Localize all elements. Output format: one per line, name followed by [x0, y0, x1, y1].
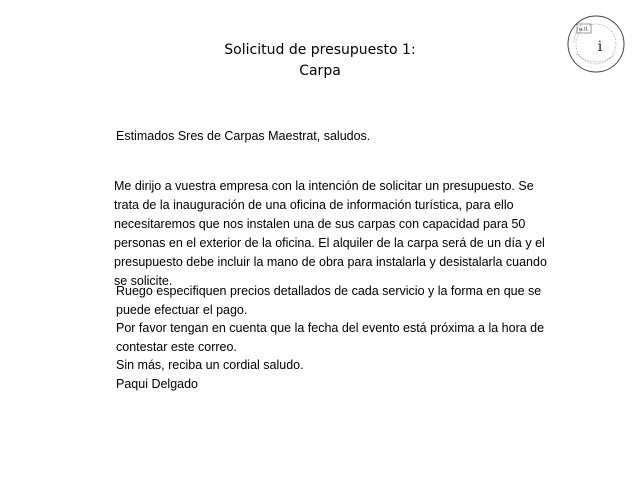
document-title: [170, 40, 470, 82]
logo-text-top: e.ll.: [579, 27, 589, 33]
title-line-1: Solicitud de presupuesto 1:: [224, 42, 416, 58]
letter-greeting: Estimados Sres de Carpas Maestrat, saludos.: [116, 129, 371, 143]
info-circle-seal-icon: [566, 14, 626, 74]
title-line-2: Carpa: [299, 63, 341, 79]
letter-closing: Sin más, reciba un cordial saludo.: [116, 358, 304, 372]
letter-payment-request: Ruego especifiquen precios detallados de cada servicio y la forma en que se puede efectuar el pago.: [116, 284, 542, 317]
letter-body-paragraph: Me dirijo a vuestra empresa con la intención de solicitar un presupuesto. Se trata de la inauguración de una oficina de información turística, para ello necesitaremos que nos instalen una de sus carpas con capacidad para 50 personas en el exterior de la oficina. El alquiler de la carpa será de un día y el presupuesto debe incluir la mano de obra para instalarla y desistalarla cuando se solicite.: [114, 179, 547, 288]
letter-signature: Paqui Delgado: [116, 377, 199, 391]
letter-date-notice: Por favor tengan en cuenta que la fecha del evento está próxima a la hora de contestar este correo.: [116, 321, 545, 354]
logo-text-center: i: [597, 39, 603, 55]
